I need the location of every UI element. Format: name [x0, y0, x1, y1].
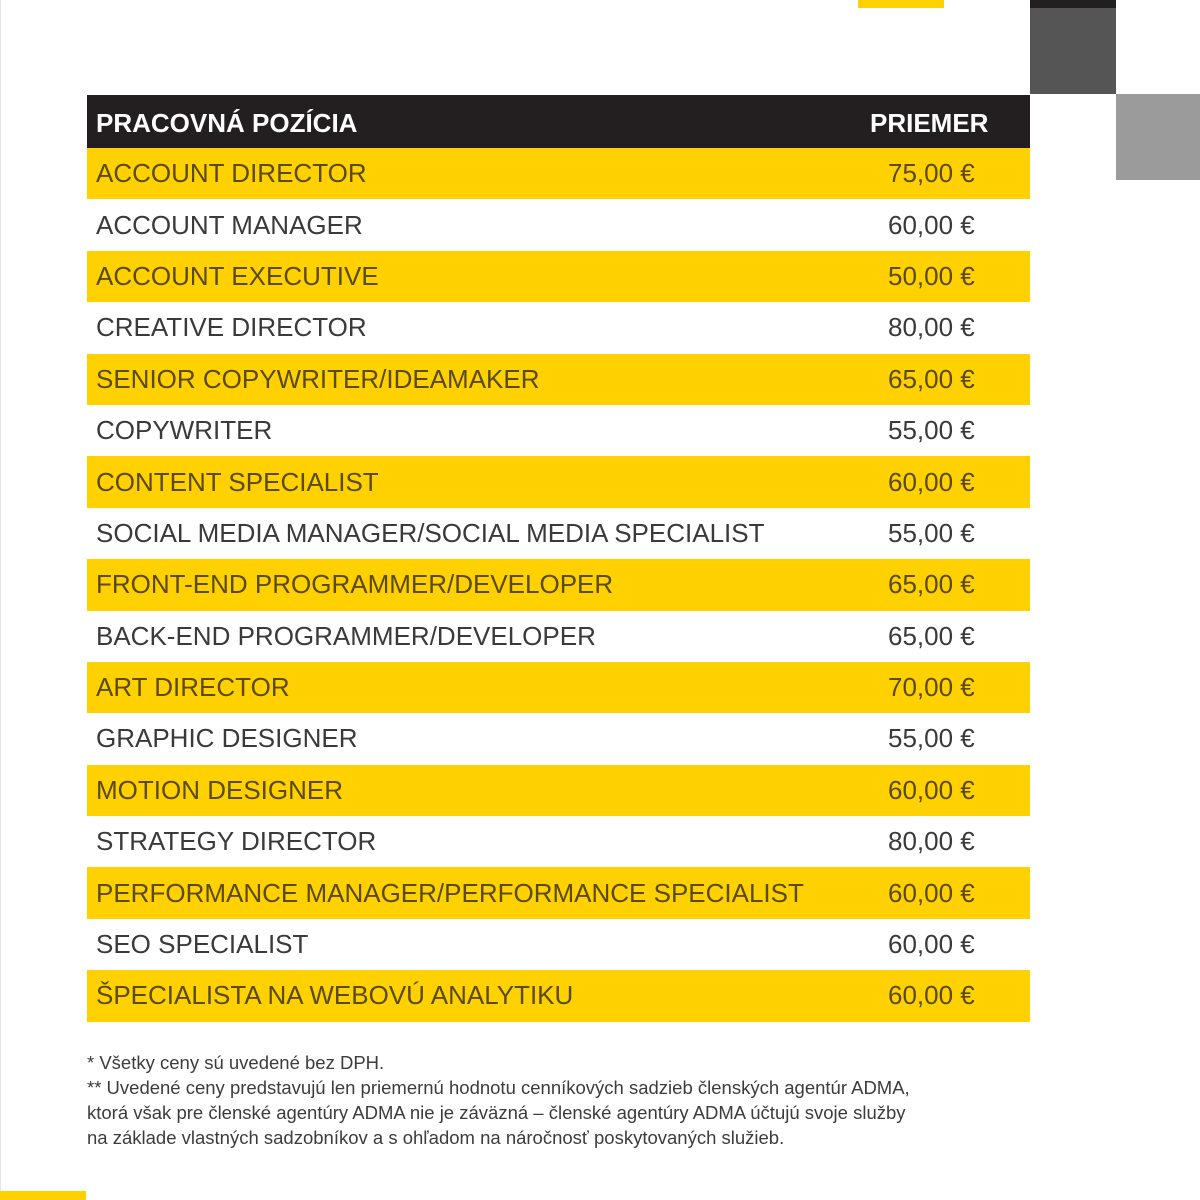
footnote-average-line-1: ** Uvedené ceny predstavujú len priemernú hodnotu cenníkových sadzieb členských agentúr ADMA, [87, 1077, 910, 1098]
average-price-cell: 65,00 € [888, 620, 975, 651]
table-header [87, 95, 1030, 148]
position-cell: SOCIAL MEDIA MANAGER/SOCIAL MEDIA SPECIALIST [96, 517, 765, 548]
average-price-cell: 65,00 € [888, 363, 975, 394]
table-row [87, 251, 1030, 302]
position-cell: PERFORMANCE MANAGER/PERFORMANCE SPECIALIST [96, 877, 804, 908]
average-price-cell: 55,00 € [888, 723, 975, 754]
position-cell: SENIOR COPYWRITER/IDEAMAKER [96, 363, 540, 394]
position-cell: ACCOUNT MANAGER [96, 209, 363, 240]
position-cell: SEO SPECIALIST [96, 929, 309, 960]
average-price-cell: 75,00 € [888, 158, 975, 189]
average-price-cell: 60,00 € [888, 929, 975, 960]
average-price-cell: 60,00 € [888, 209, 975, 240]
position-cell: CONTENT SPECIALIST [96, 466, 379, 497]
position-cell: ACCOUNT DIRECTOR [96, 158, 367, 189]
average-price-cell: 80,00 € [888, 312, 975, 343]
table-row [87, 713, 1030, 764]
average-price-cell: 60,00 € [888, 774, 975, 805]
average-price-cell: 60,00 € [888, 466, 975, 497]
table-row [87, 559, 1030, 610]
decorative-yellow-bar-bottom [0, 1191, 86, 1200]
decorative-gray-square [1116, 94, 1200, 180]
average-price-cell: 80,00 € [888, 826, 975, 857]
table-row [87, 611, 1030, 662]
hourly-rate-table [87, 95, 1030, 1022]
position-cell: ART DIRECTOR [96, 672, 290, 703]
position-cell: ŠPECIALISTA NA WEBOVÚ ANALYTIKU [96, 980, 574, 1011]
footnote-vat: * Všetky ceny sú uvedené bez DPH. [87, 1052, 385, 1073]
column-header-position: PRACOVNÁ POZÍCIA [96, 108, 358, 138]
position-cell: COPYWRITER [96, 415, 273, 446]
table-row [87, 302, 1030, 353]
table-row [87, 816, 1030, 867]
decorative-yellow-bar-top [858, 0, 944, 8]
table-row [87, 148, 1030, 199]
average-price-cell: 70,00 € [888, 672, 975, 703]
table-row [87, 765, 1030, 816]
average-price-cell: 60,00 € [888, 980, 975, 1011]
average-price-cell: 55,00 € [888, 517, 975, 548]
table-row [87, 405, 1030, 456]
position-cell: ACCOUNT EXECUTIVE [96, 260, 379, 291]
decorative-black-square [1030, 0, 1116, 8]
footnote-average-line-3: na základe vlastných sadzobníkov a s ohľadom na náročnosť poskytovaných služieb. [87, 1127, 785, 1148]
footnote-average-line-2: ktorá však pre členské agentúry ADMA nie je záväzná – členské agentúry ADMA účtujú svoje služby [87, 1102, 906, 1123]
position-cell: STRATEGY DIRECTOR [96, 826, 377, 857]
table-row [87, 970, 1030, 1021]
position-cell: CREATIVE DIRECTOR [96, 312, 367, 343]
average-price-cell: 55,00 € [888, 415, 975, 446]
position-cell: GRAPHIC DESIGNER [96, 723, 358, 754]
table-row [87, 662, 1030, 713]
table-row [87, 919, 1030, 970]
page-edge-line [0, 0, 1, 1200]
average-price-cell: 65,00 € [888, 569, 975, 600]
position-cell: BACK-END PROGRAMMER/DEVELOPER [96, 620, 596, 651]
average-price-cell: 60,00 € [888, 877, 975, 908]
table-row [87, 867, 1030, 918]
table-body [87, 148, 1030, 1022]
position-cell: FRONT-END PROGRAMMER/DEVELOPER [96, 569, 614, 600]
footnotes [87, 1050, 1047, 1150]
position-cell: MOTION DESIGNER [96, 774, 344, 805]
table-row [87, 508, 1030, 559]
table-row [87, 456, 1030, 507]
average-price-cell: 50,00 € [888, 260, 975, 291]
column-header-average: PRIEMER [870, 108, 989, 138]
decorative-dark-gray-square [1030, 8, 1116, 94]
table-row [87, 199, 1030, 250]
table-row [87, 354, 1030, 405]
